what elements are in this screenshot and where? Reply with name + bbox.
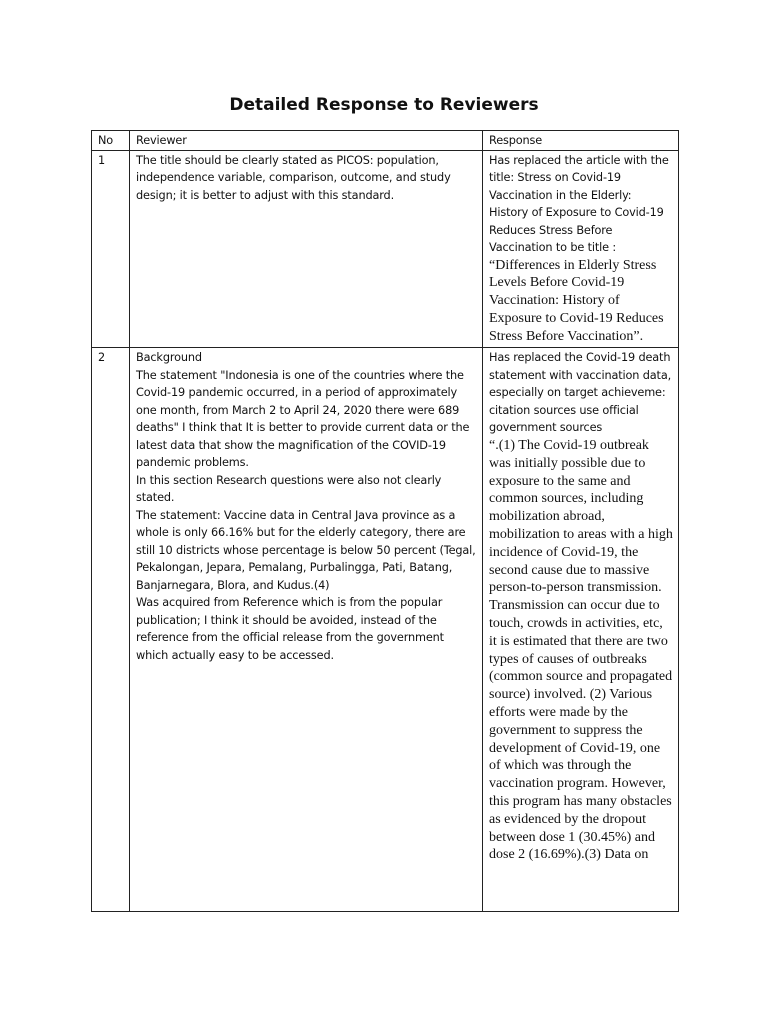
table-row [92,150,679,348]
reviewer-paragraph: In this section Research questions were also not clearly stated. [136,473,442,505]
response-quote: “Differences in Elderly Stress Levels Before Covid-19 Vaccination: History of Exposure to Covid-19 Reduces Stress Before Vaccination”. [489,257,664,344]
response-intro: Has replaced the article with the title: Stress on Covid-19 Vaccination in the Elderly: History of Exposure to Covid-19 Reduces Stress Before Vaccination to be title : [489,153,669,254]
row-number: 1 [92,150,130,348]
page-title: Detailed Response to Reviewers [229,95,539,115]
response-intro: Has replaced the Covid-19 death statement with vaccination data, especially on target achieveme: citation sources use official government sources [489,351,672,435]
reviewer-heading: Background [136,351,202,365]
header-response: Response [483,131,679,151]
table-header-row [92,131,679,151]
response-cell [483,348,679,912]
header-no: No [92,131,130,151]
table-row [92,348,679,912]
reviewer-comment [130,348,483,912]
reviewer-paragraph: Was acquired from Reference which is from the popular publication; I think it should be avoided, instead of the reference from the official release from the government which actually easy to be accessed. [136,596,444,662]
response-quote: “.(1) The Covid-19 outbreak was initially possible due to exposure to the same and common sources, including mobilization abroad, mobilization to areas with a high incidence of Covid-19, the second cause due to massive person-to-person transmission. Transmission can occur due to touch, crowds in activities, etc, it is estimated that there are two types of causes of outbreaks (common source and propagated source) involved. (2) Various efforts were made by the government to suppress the development of Covid-19, one of which was through the vaccination program. However, this program has many obstacles as evidenced by the dropout between dose 1 (30.45%) and dose 2 (16.69%).(3) Data on [489,437,673,863]
row-number: 2 [92,348,130,912]
reviewer-paragraph: The statement: Vaccine data in Central Java province as a whole is only 66.16% but for the elderly category, there are still 10 districts whose percentage is below 50 percent (Tegal, Pekalongan, Jepara, Pemalang, Purbalingga, Pati, Batang, Banjarnegara, Blora, and Kudus.(4) [136,508,476,592]
response-table [91,130,679,912]
response-cell [483,150,679,348]
reviewer-comment: The title should be clearly stated as PICOS: population, independence variable, comparison, outcome, and study design; it is better to adjust with this standard. [130,150,483,348]
header-reviewer: Reviewer [130,131,483,151]
reviewer-paragraph: The statement "Indonesia is one of the countries where the Covid-19 pandemic occurred, in a period of approximately one month, from March 2 to April 24, 2020 there were 689 deaths" I think that It is better to provide current data or the latest data that show the magnification of the COVID-19 pandemic problems. [136,368,470,470]
